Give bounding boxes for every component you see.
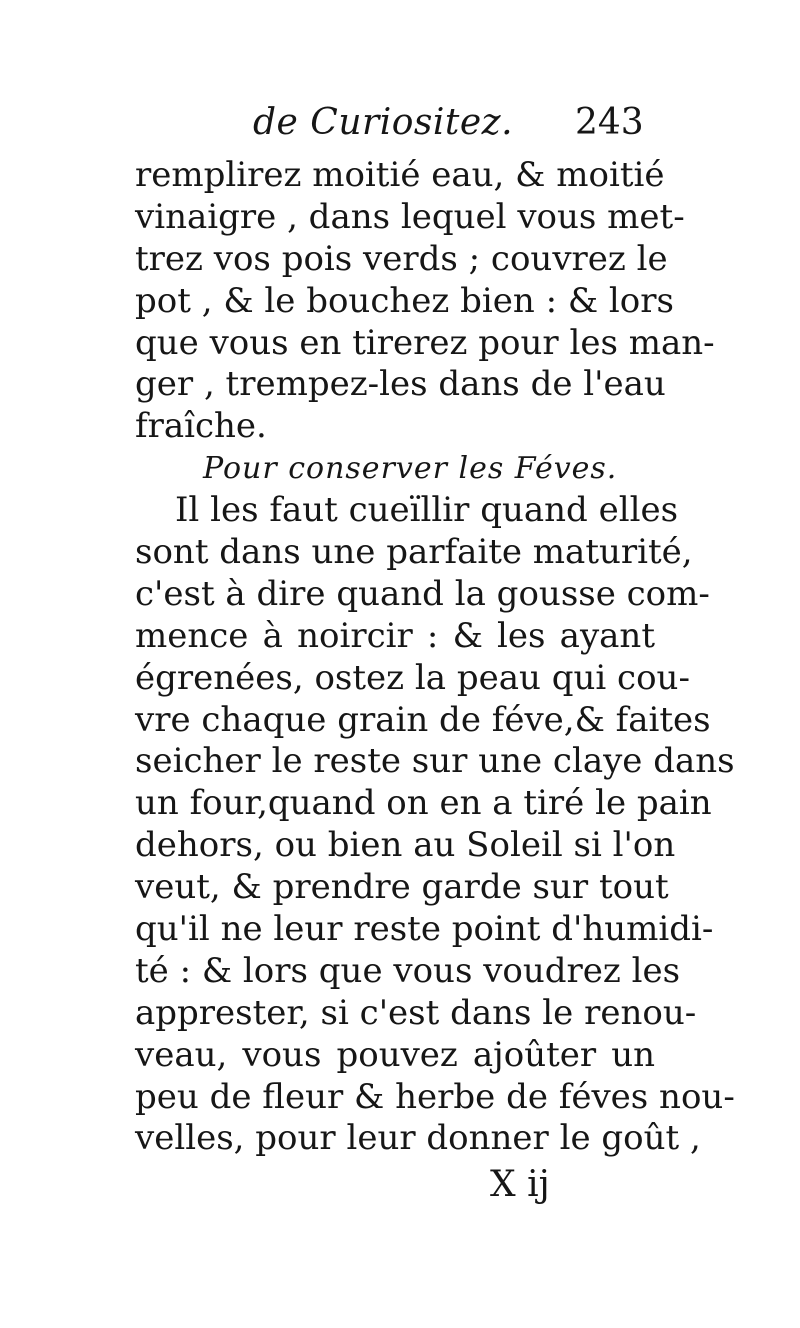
running-title: de Curiositez. [253, 102, 514, 143]
text-line: velles, pour leur donner le goût , [135, 1118, 701, 1159]
text-line: apprester, si c'est dans le renou- [135, 992, 697, 1033]
text-line: remplirez moitié eau, & moitié [135, 155, 665, 195]
text-line: qu'il ne leur reste point d'humidi- [135, 909, 714, 950]
page-number: 243 [575, 102, 644, 143]
text-line: un four,quand on en a tiré le pain [135, 783, 712, 824]
text-line: peu de fleur & herbe de féves nou- [135, 1076, 735, 1117]
text-line: dehors, ou bien au Soleil si l'on [135, 825, 676, 866]
text-line: veut, & prendre garde sur tout [135, 867, 669, 908]
text-line: té : & lors que vous voudrez les [135, 950, 681, 991]
text-line: vinaigre , dans lequel vous met- [135, 196, 685, 237]
text-line: égrenées, ostez la peau qui cou- [135, 657, 690, 698]
text-line: sont dans une parfaite maturité, [135, 532, 693, 573]
section-heading: Pour conserver les Féves. [203, 451, 618, 487]
text-line: c'est à dire quand la gousse com- [135, 573, 710, 614]
running-head [135, 100, 655, 150]
text-line: fraîche. [135, 406, 267, 447]
text-line: pot , & le bouchez bien : & lors [135, 280, 674, 321]
text-line: que vous en tirerez pour les man- [135, 322, 715, 363]
text-line: vre chaque grain de féve,& faites [135, 699, 711, 740]
signature-mark: X ij [490, 1164, 550, 1205]
main-text [135, 155, 735, 1160]
text-line: seicher le reste sur une claye dans [135, 741, 735, 782]
text-line: mence à noircir : & les ayant [135, 615, 655, 656]
text-line: veau, vous pouvez ajoûter un [135, 1034, 655, 1075]
text-line: trez vos pois verds ; couvrez le [135, 238, 668, 279]
text-line: Il les faut cueïllir quand elles [175, 490, 679, 531]
text-line: ger , trempez-les dans de l'eau [135, 364, 666, 405]
